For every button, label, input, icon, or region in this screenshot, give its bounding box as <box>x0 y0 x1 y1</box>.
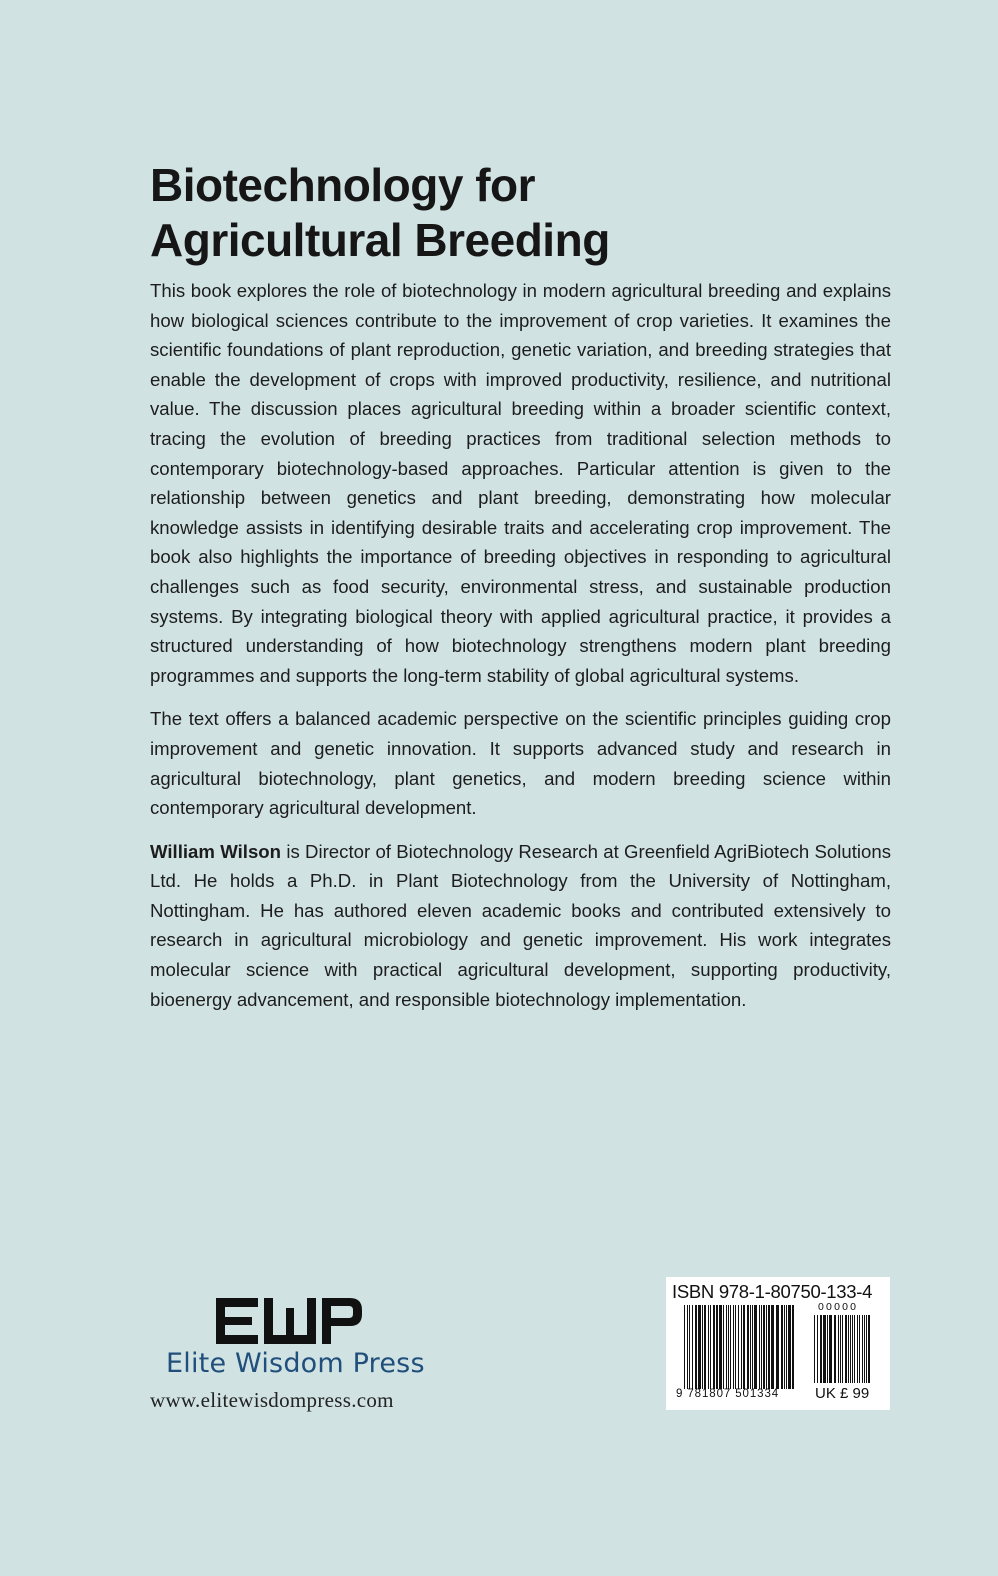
title-line-1: Biotechnology for <box>150 159 536 211</box>
publisher-url: www.elitewisdompress.com <box>150 1388 394 1412</box>
blurb-paragraph-2: The text offers a balanced academic perspective on the scientific principles guiding crop improvement and genetic innovation. It supports advanced study and research in agricultural biotechnology, plant genetics, and modern breeding science within contemporary agricultural development. <box>150 708 891 819</box>
publisher-block <box>150 1290 440 1420</box>
price: UK £ 99 <box>815 1385 870 1402</box>
isbn-number: ISBN 978-1-80750-133-4 <box>672 1281 873 1302</box>
blurb-paragraph-1: This book explores the role of biotechnology in modern agricultural breeding and explains how biological sciences contribute to the improvement of crop varieties. It examines the scientific foundations of plant reproduction, genetic variation, and breeding strategies that enable the development of crops with improved productivity, resilience, and nutritional value. The discussion places agricultural breeding within a broader scientific context, tracing the evolution of breeding practices from traditional selection methods to contemporary biotechnology-based approaches. Particular attention is given to the relationship between genetics and plant breeding, demonstrating how molecular knowledge assists in identifying desirable traits and accelerating crop improvement. The book also highlights the importance of breeding objectives in responding to agricultural challenges such as food security, environmental stress, and sustainable production systems. By integrating biological theory with applied agricultural practice, it provides a structured understanding of how biotechnology strengthens modern plant breeding programmes and supports the long-term stability of global agricultural systems. <box>150 280 891 686</box>
publisher-logo <box>216 1294 364 1344</box>
author-name: William Wilson <box>150 840 282 862</box>
author-bio <box>150 837 891 1015</box>
author-bio-text: is Director of Biotechnology Research at Greenfield AgriBiotech Solutions Ltd. He holds a Ph.D. in Plant Biotechnology from the University of Nottingham, Nottingham. He has authored eleven academic books and contributed extensively to research in agricultural microbiology and genetic improvement. His work integrates molecular science with practical agricultural development, supporting productivity, bioenergy advancement, and responsible biotechnology implementation. <box>150 840 891 1010</box>
barcode-addon-digits: 00000 <box>818 1301 859 1313</box>
barcode-digits: 9 781807 501334 <box>676 1388 780 1400</box>
blurb <box>150 276 891 1028</box>
book-title <box>150 158 870 268</box>
isbn-barcode <box>666 1277 890 1410</box>
publisher-name: Elite Wisdom Press <box>166 1348 425 1379</box>
title-line-2: Agricultural Breeding <box>150 214 610 266</box>
